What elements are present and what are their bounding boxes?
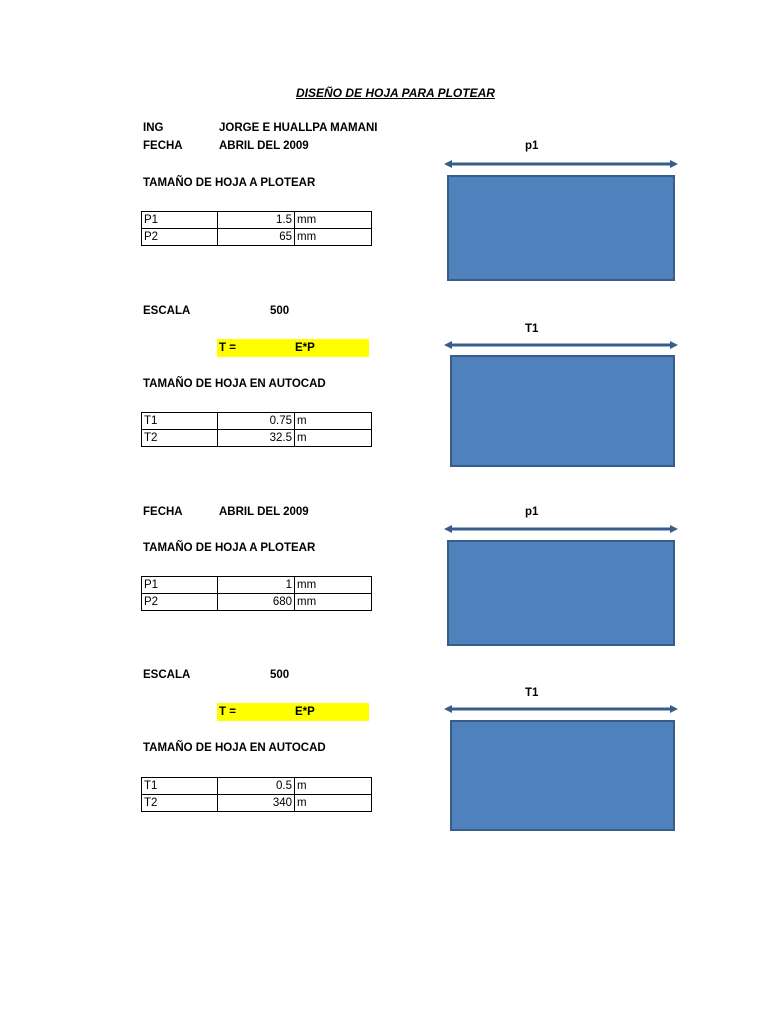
diagram-dimension-label: p1: [525, 140, 539, 152]
row-name: P1: [142, 577, 218, 594]
row-value: 1.5: [218, 212, 295, 229]
autocad-size-table: [141, 777, 372, 812]
row-unit: mm: [295, 229, 372, 246]
autocad-sheet-rectangle: [450, 720, 675, 831]
plot-sheet-rectangle: [447, 175, 675, 281]
row-unit: m: [295, 778, 372, 795]
plot-sheet-rectangle: [447, 540, 675, 646]
row-value: 65: [218, 229, 295, 246]
row-value: 0.5: [218, 778, 295, 795]
fecha-value: ABRIL DEL 2009: [219, 140, 309, 152]
plot-size-table: [141, 211, 372, 246]
row-unit: mm: [295, 594, 372, 611]
autocad-size-table: [141, 412, 372, 447]
fecha-label: FECHA: [143, 140, 183, 152]
table-row: [142, 594, 372, 611]
row-name: P2: [142, 229, 218, 246]
diagram-dimension-label: T1: [525, 687, 539, 699]
table-row: [142, 229, 372, 246]
row-value: 340: [218, 795, 295, 812]
table-row: [142, 778, 372, 795]
autocad-size-label: TAMAÑO DE HOJA EN AUTOCAD: [143, 742, 326, 754]
formula-right: E*P: [295, 706, 315, 718]
row-unit: mm: [295, 577, 372, 594]
row-unit: mm: [295, 212, 372, 229]
row-value: 680: [218, 594, 295, 611]
table-row: [142, 430, 372, 447]
double-arrow-icon: [444, 704, 678, 714]
row-name: T2: [142, 795, 218, 812]
formula-left: T =: [219, 706, 236, 718]
row-unit: m: [295, 413, 372, 430]
formula-highlight: [217, 339, 369, 357]
formula-right: E*P: [295, 342, 315, 354]
row-name: P1: [142, 212, 218, 229]
escala-value: 500: [270, 669, 290, 681]
autocad-size-label: TAMAÑO DE HOJA EN AUTOCAD: [143, 378, 326, 390]
row-name: P2: [142, 594, 218, 611]
row-value: 0.75: [218, 413, 295, 430]
double-arrow-icon: [444, 159, 678, 169]
fecha-value: ABRIL DEL 2009: [219, 506, 309, 518]
row-unit: m: [295, 795, 372, 812]
row-value: 1: [218, 577, 295, 594]
table-row: [142, 795, 372, 812]
row-value: 32.5: [218, 430, 295, 447]
double-arrow-icon: [444, 340, 678, 350]
plot-size-label: TAMAÑO DE HOJA A PLOTEAR: [143, 177, 316, 189]
diagram-dimension-label: p1: [525, 506, 539, 518]
escala-label: ESCALA: [143, 305, 191, 317]
row-name: T1: [142, 413, 218, 430]
table-row: [142, 212, 372, 229]
row-name: T2: [142, 430, 218, 447]
fecha-label: FECHA: [143, 506, 183, 518]
diagram-dimension-label: T1: [525, 323, 539, 335]
row-unit: m: [295, 430, 372, 447]
ing-label: ING: [143, 122, 164, 134]
table-row: [142, 413, 372, 430]
double-arrow-icon: [444, 524, 678, 534]
escala-value: 500: [270, 305, 290, 317]
plot-size-label: TAMAÑO DE HOJA A PLOTEAR: [143, 542, 316, 554]
formula-left: T =: [219, 342, 236, 354]
autocad-sheet-rectangle: [450, 355, 675, 467]
ing-value: JORGE E HUALLPA MAMANI: [219, 122, 378, 134]
formula-highlight: [217, 703, 369, 721]
escala-label: ESCALA: [143, 669, 191, 681]
plot-size-table: [141, 576, 372, 611]
table-row: [142, 577, 372, 594]
row-name: T1: [142, 778, 218, 795]
page-title: DISEÑO DE HOJA PARA PLOTEAR: [296, 86, 495, 100]
